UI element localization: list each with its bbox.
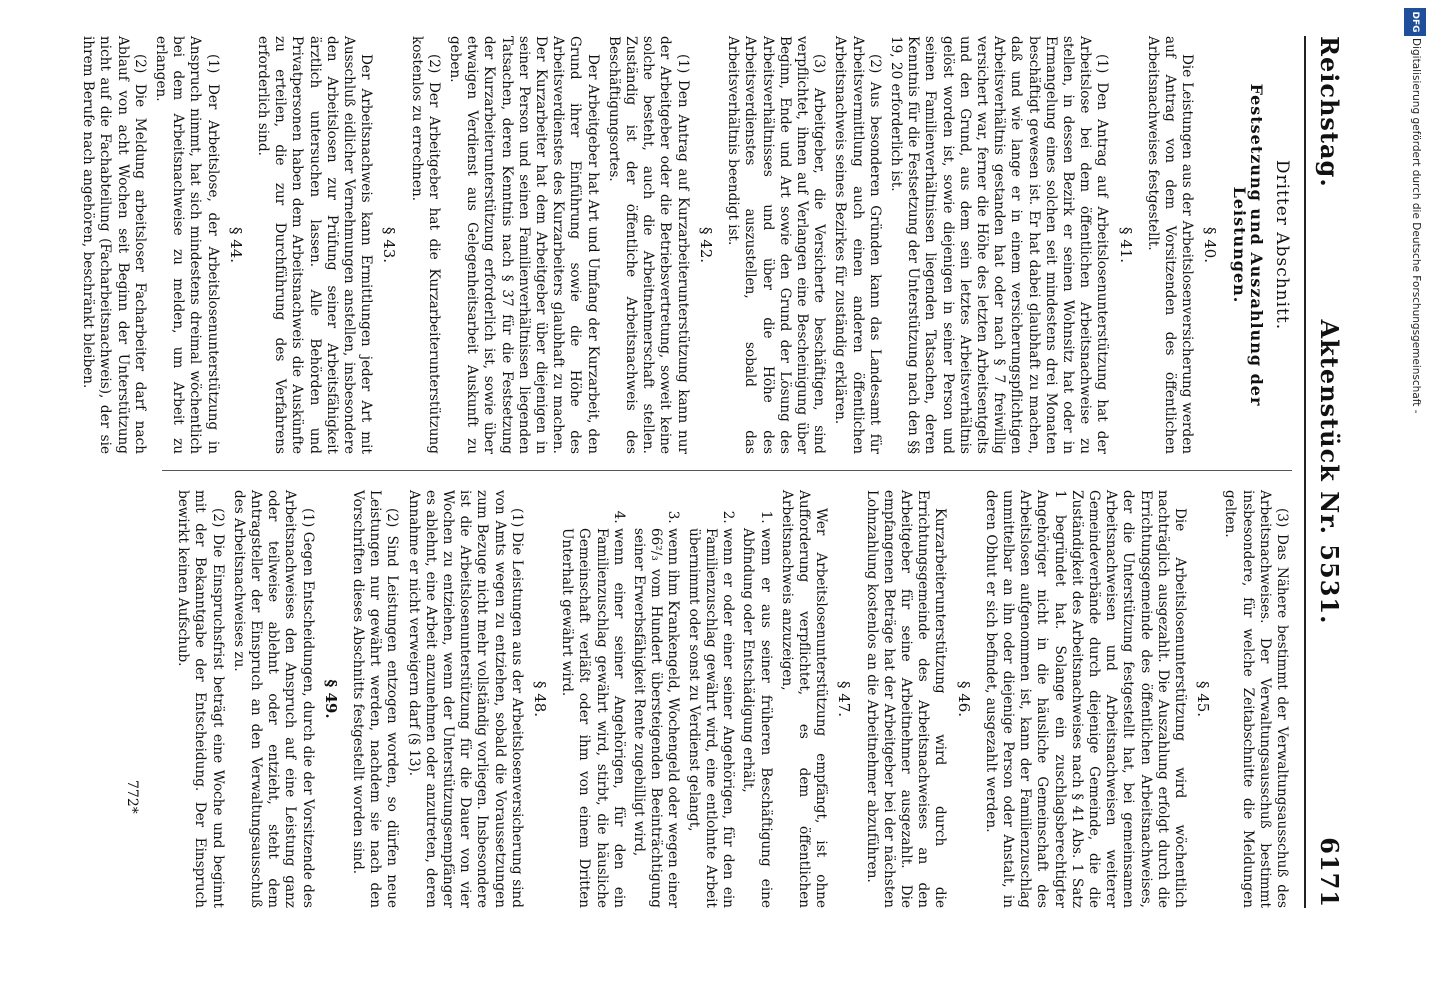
heading-s45: § 45. bbox=[1194, 680, 1213, 718]
paragraph-s41-3: (3) Arbeitgeber, die Versicherte beschäftigen, sind verpflichtet, ihnen auf Verlangen eine Bescheinigung über Beginn, Ende und Art sowie den Grund der Lösung des Arbeitsverhältnisses und über die Höhe des Arbeitsverdienstes auszustellen, sobald das Arbeitsverhältnis beendigt ist. bbox=[725, 36, 828, 454]
list-item: 2. wenn er oder einer seiner Angehörigen, für den ein Familienzuschlag gewährt wird, eine entlohnte Arbeit übernimmt oder sonst zu Verdienst gelangt, bbox=[685, 528, 737, 908]
paragraph-s45: Die Arbeitslosenunterstützung wird wöchentlich nachträglich ausgezahlt. Die Auszahlung erfolgt durch die Errichtungsgemeinde des öffentlichen Arbeitsnachweises, der die Unterstützung festgestellt hat, bei gemeinsamen Arbeitsnachweisen und Arbeitsnachweisen weiterer Gemeindeverbände durch diejenige Gemeinde, die die Zuständigkeit des Arbeitsnachweises nach § 41 Abs. 1 Satz 1 begründet hat. Solange ein zuschlagsberechtigter Angehöriger nicht in die häusliche Gemeinschaft des Arbeitslosen aufgenommen ist, kann der Familienzuschlag unmittelbar an ihn oder diejenige Person oder Anstalt, in deren Obhut er sich befindet, ausgezahlt werden. bbox=[982, 490, 1188, 908]
dfg-logo bbox=[1404, 8, 1426, 36]
list-item: 4. wenn einer seiner Angehörigen, für den ein Familienzuschlag gewährt wird, stirbt, die häusliche Gemeinschaft verläßt oder ihm von einem Dritten Unterhalt gewährt wird. bbox=[558, 528, 627, 908]
heading-s42: § 42. bbox=[696, 226, 715, 264]
paragraph-s41-2: (2) Aus besonderen Gründen kann das Landesamt für Arbeitsvermittlung auch einen anderen öffentlichen Arbeitsnachweis seines Bezirkes für zuständig erklären. bbox=[832, 36, 883, 454]
sheet-number: 772* bbox=[124, 780, 140, 814]
page-number: 6171 bbox=[1315, 837, 1344, 908]
heading-s40: § 40. bbox=[1201, 226, 1220, 264]
dfg-logo-text: DFG bbox=[1410, 11, 1420, 33]
paragraph-s48-2: (2) Sind Leistungen entzogen worden, so dürfen neue Leistungen nur gewährt werden, nachdem sie nach den Vorschriften dieses Abschnitts festgestellt worden sind. bbox=[350, 490, 401, 908]
s47-list bbox=[558, 490, 773, 908]
paragraph-s44-2: (2) Die Meldung arbeitsloser Facharbeiter darf nach Ablauf von acht Wochen seit Beginn der Unterstützung nicht auf die Fachabteilung (Facharbeitsnachweis), der sie ihrem Berufe nach angehören, beschränkt bleiben. bbox=[80, 36, 148, 454]
heading-s41: § 41. bbox=[1116, 226, 1135, 264]
heading-s44: § 44. bbox=[226, 226, 245, 264]
heading-s47: § 47. bbox=[835, 680, 854, 718]
paragraph-s48-1: (1) Die Leistungen aus der Arbeitslosenversicherung sind von Amts wegen zu entziehen, sobald die Voraussetzungen zum Bezuge nicht mehr vollständig vorliegen. Insbesondere ist die Arbeitslosenunterstützung für die Dauer von vier Wochen zu entziehen, wenn der Unterstützungsempfänger es ablehnt, eine Arbeit anzunehmen oder anzutreten, deren Annahme er nicht verweigern darf (§ 13). bbox=[405, 490, 525, 908]
heading-s43: § 43. bbox=[380, 226, 399, 264]
heading-s48: § 48. bbox=[531, 680, 550, 718]
header-document-number: Aktenstück Nr. 5531. bbox=[1315, 319, 1344, 625]
right-column bbox=[170, 490, 1290, 908]
digitization-sidebar bbox=[1400, 8, 1430, 998]
paragraph-s42-1: (1) Den Antrag auf Kurzarbeiterunterstützung kann nur der Arbeitgeber oder die Betriebsvertretung, soweit keine solche besteht, auch die Arbeitnehmerschaft stellen. Zuständig ist der öffentliche Arbeitsnachweis des Beschäftigungsortes. bbox=[605, 36, 691, 454]
column-divider bbox=[162, 470, 1292, 471]
heading-s49: § 49. bbox=[321, 679, 340, 719]
paragraph-s42-1b: Der Arbeitgeber hat Art und Umfang der Kurzarbeit, den Grund ihrer Einführung sowie die Höhe des Arbeitsverdienstes des Kurzarbeiters glaubhaft zu machen. Der Kurzarbeiter hat dem Arbeitgeber über diejenigen in seiner Person und seinen Familienverhältnissen liegenden Tatsachen, deren Kenntnis nach § 37 für die Festsetzung der Kurzarbeiterunterstützung erforderlich ist, sowie über etwaigen Verdienst aus Gelegenheitsarbeit Auskunft zu geben. bbox=[447, 36, 601, 454]
left-column bbox=[75, 36, 1290, 454]
paragraph-s47-intro: Wer Arbeitslosenunterstützung empfängt, ist ohne Aufforderung verpflichtet, es dem öffentlichen Arbeitsnachweis anzuzeigen, bbox=[778, 490, 830, 908]
paragraph-s42-2: (2) Der Arbeitgeber hat die Kurzarbeiterunterstützung kostenlos zu errechnen. bbox=[408, 36, 442, 454]
section-title: Dritter Abschnitt. bbox=[1272, 159, 1292, 331]
paragraph-s41-1: (1) Den Antrag auf Arbeitslosenunterstützung hat der Arbeitslose bei dem öffentlichen Arbeitsnachweise zu stellen, in dessen Bezirk er seinen Wohnsitz hat oder in Ermangelung eines solchen seit mindestens drei Monaten beschäftigt gewesen ist. Er hat dabei glaubhaft zu machen, daß und wie lange er in einem versicherungspflichtigen Arbeitsverhältnis gestanden hat oder nach § 7 freiwillig versichert war, ferner die Höhe des letzten Arbeitsentgelts und den Grund, aus dem sein letztes Arbeitsverhältnis gelöst worden ist, sowie diejenigen in seiner Person und seinen Familienverhältnissen liegenden Tatsachen, deren Kenntnis für die Festsetzung der Unterstützung nach den §§ 19, 20 erforderlich ist. bbox=[887, 36, 1111, 454]
heading-s46: § 46. bbox=[954, 680, 973, 718]
paragraph-s44-1: (1) Der Arbeitslose, der Arbeitslosenunterstützung in Anspruch nimmt, hat sich mindestens dreimal wöchentlich bei dem Arbeitsnachweise zu melden, um Arbeit zu erlangen. bbox=[153, 36, 221, 454]
paragraph-s40: Die Leistungen aus der Arbeitslosenversicherung werden auf Antrag von dem Vorsitzenden des öffentlichen Arbeitsnachweises festgestellt. bbox=[1144, 36, 1196, 454]
list-item: 1. wenn er aus seiner früheren Beschäftigung eine Abfindung oder Entschädigung erhält, bbox=[739, 528, 773, 908]
section-subtitle: Festsetzung und Auszahlung der Leistungen. bbox=[1229, 83, 1266, 407]
paragraph-s43: Der Arbeitsnachweis kann Ermittlungen jeder Art mit Ausschluß eidlicher Vernehmungen anstellen, insbesondere den Arbeitslosen zur Prüfung seiner Arbeitsfähigkeit ärztlich untersuchen lassen. Alle Behörden und Privatpersonen haben dem Arbeitsnachweis die Auskünfte zu erteilen, die zur Durchführung des Verfahrens erforderlich sind. bbox=[255, 36, 375, 454]
page-header bbox=[1304, 36, 1350, 908]
paragraph-s49-1: (1) Gegen Entscheidungen, durch die der Vorsitzende des Arbeitsnachweises den Anspruch auf eine Leistung ganz oder teilweise ablehnt oder entzieht, steht dem Antragsteller der Einspruch an den Verwaltungsausschuß des Arbeitsnachweises zu. bbox=[230, 490, 316, 908]
header-reichstag: Reichstag. bbox=[1315, 36, 1344, 188]
paragraph-s49-2: (2) Die Einspruchsfrist beträgt eine Woche und beginnt mit der Bekanntgabe der Entscheidung. Der Einspruch bewirkt keinen Aufschub. bbox=[175, 490, 226, 908]
paragraph-s46: Kurzarbeiterunterstützung wird durch die Errichtungsgemeinde des Arbeitsnachweises an den Arbeitgeber für seine Arbeitnehmer ausgezahlt. Die empfangenen Beträge hat der Arbeitgeber bei der nächsten Lohnzahlung kostenlos an die Arbeitnehmer abzuführen. bbox=[863, 490, 949, 908]
digitization-credit-text: Digitalisierung gefördert durch die Deutsche Forschungsgemeinschaft - bbox=[1410, 38, 1422, 414]
paragraph-s44-3: (3) Das Nähere bestimmt der Verwaltungsausschuß des Arbeitsnachweises. Der Verwaltungsausschuß bestimmt insbesondere, für welche Zeitabschnitte die Meldungen gelten. bbox=[1222, 490, 1290, 908]
list-item: 3. wenn ihm Krankengeld, Wochengeld oder wegen einer 66²/₃ vom Hundert übersteigenden Beeinträchtigung seiner Erwerbsfähigkeit Rente zugebilligt wird, bbox=[630, 528, 682, 908]
